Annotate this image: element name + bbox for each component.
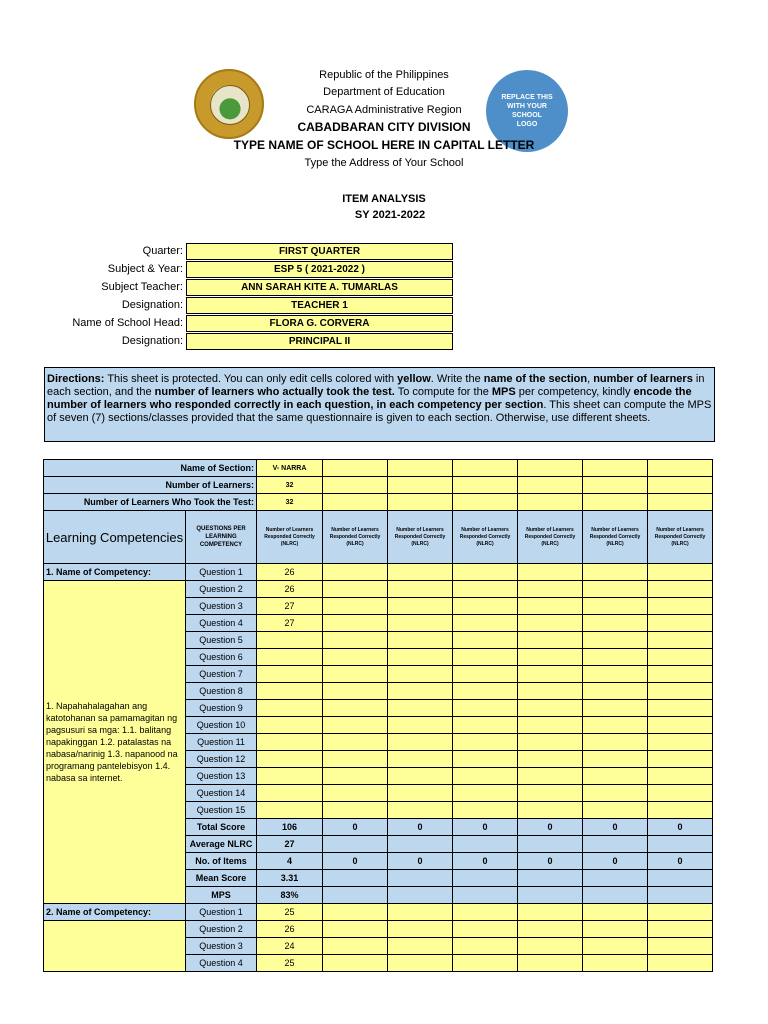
nlrc-input-cell[interactable] (453, 615, 518, 632)
nlrc-input-cell[interactable] (388, 904, 453, 921)
nlrc-input-cell[interactable]: 26 (257, 921, 323, 938)
school-name: TYPE NAME OF SCHOOL HERE IN CAPITAL LETTER (233, 138, 535, 152)
nlrc-input-cell[interactable] (388, 615, 453, 632)
nlrc-input-cell[interactable] (648, 955, 713, 972)
average-nlrc-value (453, 836, 518, 853)
section-name-label: Name of Section: (44, 460, 257, 477)
nlrc-input-cell[interactable] (257, 683, 323, 700)
nlrc-input-cell[interactable] (323, 938, 388, 955)
mean-score-label: Mean Score (186, 870, 257, 887)
nlrc-input-cell[interactable] (518, 581, 583, 598)
quarter-label: Quarter: (142, 245, 183, 257)
nlrc-input-cell[interactable] (257, 785, 323, 802)
nlrc-input-cell[interactable] (583, 666, 648, 683)
head-designation-field[interactable]: PRINCIPAL II (186, 333, 453, 350)
average-nlrc-value (388, 836, 453, 853)
directions-box: Directions: This sheet is protected. You can only edit cells colored with yellow. Write the name of the section, number of learners in each section, and the number of learners who actually took the test. To compute for the MPS per competency, kindly encode the number of learners who responded correctly in each question, in each competency per section. This sheet can compute the MPS of seven (7) sections/classes provided that the same questionnaire is given to each section. Otherwise, use different sheets. (44, 367, 715, 442)
school-head-field[interactable]: FLORA G. CORVERA (186, 315, 453, 332)
mps-value (388, 887, 453, 904)
mean-score-value (648, 870, 713, 887)
nlrc-input-cell[interactable] (257, 717, 323, 734)
nlrc-input-cell[interactable] (453, 632, 518, 649)
nlrc-input-cell[interactable] (648, 734, 713, 751)
nlrc-input-cell[interactable] (518, 921, 583, 938)
nlrc-input-cell[interactable] (388, 632, 453, 649)
no-of-items-value: 0 (583, 853, 648, 870)
question-label: Question 12 (186, 751, 257, 768)
nlrc-input-cell[interactable] (453, 581, 518, 598)
nlrc-input-cell[interactable] (518, 904, 583, 921)
nlrc-input-cell[interactable] (257, 751, 323, 768)
nlrc-input-cell[interactable] (257, 734, 323, 751)
nlrc-input-cell[interactable] (453, 700, 518, 717)
school-address: Type the Address of Your School (304, 157, 464, 169)
nlrc-input-cell[interactable] (388, 700, 453, 717)
nlrc-input-cell[interactable] (648, 717, 713, 734)
mps-value (648, 887, 713, 904)
question-label: Question 7 (186, 666, 257, 683)
question-label: Question 10 (186, 717, 257, 734)
nlrc-input-cell[interactable] (388, 921, 453, 938)
head-designation-label: Designation: (121, 335, 183, 347)
nlrc-input-cell[interactable]: 25 (257, 955, 323, 972)
nlrc-input-cell[interactable] (323, 460, 388, 477)
nlrc-input-cell[interactable] (323, 683, 388, 700)
took-test-input[interactable]: 32 (257, 494, 323, 511)
nlrc-input-cell[interactable] (257, 632, 323, 649)
nlrc-input-cell[interactable] (518, 598, 583, 615)
nlrc-input-cell[interactable] (648, 683, 713, 700)
question-label: Question 4 (186, 615, 257, 632)
nlrc-input-cell[interactable] (323, 615, 388, 632)
nlrc-input-cell[interactable] (323, 734, 388, 751)
no-of-items-value: 4 (257, 853, 323, 870)
nlrc-input-cell[interactable] (648, 615, 713, 632)
nlrc-input-cell[interactable] (453, 802, 518, 819)
nlrc-input-cell[interactable] (518, 717, 583, 734)
nlrc-input-cell[interactable] (583, 751, 648, 768)
no-of-items-value: 0 (518, 853, 583, 870)
nlrc-input-cell[interactable] (323, 477, 388, 494)
nlrc-input-cell[interactable] (323, 494, 388, 511)
nlrc-input-cell[interactable] (583, 460, 648, 477)
questions-per-header: QUESTIONS PER LEARNING COMPETENCY (186, 511, 257, 564)
nlrc-input-cell[interactable] (583, 615, 648, 632)
nlrc-input-cell[interactable] (388, 477, 453, 494)
nlrc-input-cell[interactable] (453, 564, 518, 581)
nlrc-input-cell[interactable] (648, 751, 713, 768)
average-nlrc-value (323, 836, 388, 853)
no-of-items-value: 0 (323, 853, 388, 870)
school-head-label: Name of School Head: (72, 317, 183, 329)
subject-teacher-label: Subject Teacher: (101, 281, 183, 293)
nlrc-input-cell[interactable] (518, 666, 583, 683)
nlrc-input-cell[interactable] (388, 751, 453, 768)
nlrc-input-cell[interactable] (583, 904, 648, 921)
question-label: Question 2 (186, 921, 257, 938)
nlrc-input-cell[interactable] (388, 581, 453, 598)
nlrc-input-cell[interactable] (323, 649, 388, 666)
total-score-value: 106 (257, 819, 323, 836)
nlrc-input-cell[interactable] (323, 717, 388, 734)
subject-teacher-field[interactable]: ANN SARAH KITE A. TUMARLAS (186, 279, 453, 296)
nlrc-input-cell[interactable] (453, 921, 518, 938)
nlrc-input-cell[interactable] (648, 700, 713, 717)
total-score-label: Total Score (186, 819, 257, 836)
nlrc-input-cell[interactable] (583, 938, 648, 955)
nlrc-input-cell[interactable] (323, 802, 388, 819)
nlrc-input-cell[interactable] (388, 802, 453, 819)
nlrc-input-cell[interactable] (518, 683, 583, 700)
table-row (44, 581, 713, 598)
nlrc-header: Number of Learners Responded Correctly (NLRC) (518, 511, 583, 564)
nlrc-input-cell[interactable]: 24 (257, 938, 323, 955)
nlrc-input-cell[interactable] (388, 666, 453, 683)
nlrc-input-cell[interactable] (323, 785, 388, 802)
nlrc-input-cell[interactable] (453, 598, 518, 615)
nlrc-input-cell[interactable] (518, 700, 583, 717)
total-score-value: 0 (648, 819, 713, 836)
question-label: Question 1 (186, 564, 257, 581)
number-of-learners-input[interactable]: 32 (257, 477, 323, 494)
nlrc-input-cell[interactable] (518, 615, 583, 632)
nlrc-input-cell[interactable] (453, 460, 518, 477)
nlrc-input-cell[interactable] (518, 938, 583, 955)
question-label: Question 14 (186, 785, 257, 802)
average-nlrc-label: Average NLRC (186, 836, 257, 853)
mean-score-value (388, 870, 453, 887)
table-row (44, 494, 713, 511)
nlrc-input-cell[interactable] (257, 768, 323, 785)
division-line: CABADBARAN CITY DIVISION (297, 120, 471, 134)
nlrc-input-cell[interactable] (453, 494, 518, 511)
total-score-value: 0 (323, 819, 388, 836)
nlrc-input-cell[interactable] (648, 938, 713, 955)
nlrc-input-cell[interactable] (388, 649, 453, 666)
average-nlrc-value (648, 836, 713, 853)
mps-value (453, 887, 518, 904)
question-label: Question 9 (186, 700, 257, 717)
total-score-value: 0 (518, 819, 583, 836)
nlrc-input-cell[interactable] (388, 734, 453, 751)
nlrc-input-cell[interactable] (257, 700, 323, 717)
question-label: Question 15 (186, 802, 257, 819)
mean-score-value (323, 870, 388, 887)
nlrc-input-cell[interactable] (518, 632, 583, 649)
region-line: CARAGA Administrative Region (306, 104, 462, 116)
mean-score-value (583, 870, 648, 887)
nlrc-input-cell[interactable] (323, 768, 388, 785)
nlrc-input-cell[interactable] (518, 494, 583, 511)
question-label: Question 5 (186, 632, 257, 649)
mps-value (323, 887, 388, 904)
nlrc-input-cell[interactable] (648, 581, 713, 598)
quarter-field[interactable]: FIRST QUARTER (186, 243, 453, 260)
nlrc-input-cell[interactable] (648, 904, 713, 921)
mps-value: 83% (257, 887, 323, 904)
mps-value (583, 887, 648, 904)
nlrc-input-cell[interactable] (518, 955, 583, 972)
nlrc-input-cell[interactable] (583, 734, 648, 751)
nlrc-input-cell[interactable] (518, 460, 583, 477)
nlrc-input-cell[interactable] (453, 734, 518, 751)
no-of-items-label: No. of Items (186, 853, 257, 870)
school-year: SY 2021-2022 (354, 209, 426, 221)
average-nlrc-value (518, 836, 583, 853)
nlrc-input-cell[interactable] (323, 581, 388, 598)
competency-1-description[interactable]: 1. Napahahalagahan ang katotohanan sa pamamagitan ng pagsusuri sa mga: 1.1. balitang napakinggan 1.2. patalastas na nabasa/narinig 1.3. napanood na programang pantelebisyon 1.4. nabasa sa internet. (44, 581, 186, 904)
question-label: Question 13 (186, 768, 257, 785)
nlrc-input-cell[interactable] (648, 768, 713, 785)
nlrc-input-cell[interactable] (583, 564, 648, 581)
nlrc-header: Number of Learners Responded Correctly (NLRC) (453, 511, 518, 564)
nlrc-input-cell[interactable] (453, 717, 518, 734)
nlrc-input-cell[interactable] (518, 785, 583, 802)
nlrc-input-cell[interactable] (388, 785, 453, 802)
nlrc-input-cell[interactable]: 26 (257, 564, 323, 581)
nlrc-input-cell[interactable] (518, 564, 583, 581)
table-row (44, 564, 713, 581)
nlrc-input-cell[interactable] (648, 802, 713, 819)
subject-year-label: Subject & Year: (107, 263, 183, 275)
nlrc-input-cell[interactable] (388, 494, 453, 511)
nlrc-input-cell[interactable] (453, 477, 518, 494)
nlrc-input-cell[interactable] (453, 666, 518, 683)
nlrc-header: Number of Learners Responded Correctly (NLRC) (257, 511, 323, 564)
competency-1-label: 1. Name of Competency: (44, 564, 186, 581)
nlrc-input-cell[interactable] (323, 632, 388, 649)
no-of-items-value: 0 (388, 853, 453, 870)
question-label: Question 3 (186, 938, 257, 955)
nlrc-input-cell[interactable] (323, 904, 388, 921)
mean-score-value: 3.31 (257, 870, 323, 887)
nlrc-input-cell[interactable] (648, 921, 713, 938)
nlrc-input-cell[interactable] (323, 666, 388, 683)
question-label: Question 2 (186, 581, 257, 598)
nlrc-input-cell[interactable] (648, 632, 713, 649)
nlrc-input-cell[interactable] (323, 700, 388, 717)
nlrc-input-cell[interactable] (518, 649, 583, 666)
nlrc-input-cell[interactable] (388, 683, 453, 700)
nlrc-input-cell[interactable] (583, 768, 648, 785)
nlrc-input-cell[interactable]: 26 (257, 581, 323, 598)
nlrc-input-cell[interactable] (323, 598, 388, 615)
question-label: Question 3 (186, 598, 257, 615)
table-row (44, 904, 713, 921)
nlrc-input-cell[interactable] (257, 802, 323, 819)
nlrc-header: Number of Learners Responded Correctly (NLRC) (323, 511, 388, 564)
nlrc-input-cell[interactable] (453, 649, 518, 666)
republic-line: Republic of the Philippines (319, 69, 449, 81)
nlrc-input-cell[interactable] (648, 477, 713, 494)
total-score-value: 0 (453, 819, 518, 836)
nlrc-input-cell[interactable] (453, 785, 518, 802)
nlrc-input-cell[interactable] (388, 460, 453, 477)
nlrc-input-cell[interactable] (388, 938, 453, 955)
nlrc-input-cell[interactable] (648, 785, 713, 802)
nlrc-input-cell[interactable] (388, 564, 453, 581)
nlrc-input-cell[interactable]: 27 (257, 615, 323, 632)
number-of-learners-label: Number of Learners: (44, 477, 257, 494)
no-of-items-value: 0 (648, 853, 713, 870)
nlrc-input-cell[interactable] (583, 700, 648, 717)
nlrc-input-cell[interactable] (323, 751, 388, 768)
table-row (44, 921, 713, 938)
item-analysis-grid (43, 459, 713, 972)
nlrc-input-cell[interactable] (583, 649, 648, 666)
question-label: Question 6 (186, 649, 257, 666)
nlrc-input-cell[interactable] (453, 768, 518, 785)
nlrc-input-cell[interactable] (583, 802, 648, 819)
took-test-label: Number of Learners Who Took the Test: (44, 494, 257, 511)
table-row (44, 477, 713, 494)
nlrc-input-cell[interactable] (388, 598, 453, 615)
nlrc-input-cell[interactable] (518, 751, 583, 768)
nlrc-input-cell[interactable] (388, 955, 453, 972)
nlrc-input-cell[interactable] (583, 598, 648, 615)
question-label: Question 4 (186, 955, 257, 972)
nlrc-input-cell[interactable] (648, 564, 713, 581)
nlrc-input-cell[interactable] (453, 904, 518, 921)
teacher-designation-label: Designation: (121, 299, 183, 311)
page-title: ITEM ANALYSIS (342, 193, 426, 205)
mean-score-value (453, 870, 518, 887)
nlrc-input-cell[interactable] (648, 649, 713, 666)
nlrc-input-cell[interactable] (323, 564, 388, 581)
nlrc-input-cell[interactable]: 27 (257, 598, 323, 615)
nlrc-header: Number of Learners Responded Correctly (NLRC) (583, 511, 648, 564)
competency-2-label: 2. Name of Competency: (44, 904, 186, 921)
nlrc-input-cell[interactable] (648, 494, 713, 511)
nlrc-input-cell[interactable] (583, 921, 648, 938)
total-score-value: 0 (583, 819, 648, 836)
teacher-designation-field[interactable]: TEACHER 1 (186, 297, 453, 314)
nlrc-input-cell[interactable] (648, 460, 713, 477)
nlrc-header: Number of Learners Responded Correctly (NLRC) (648, 511, 713, 564)
nlrc-input-cell[interactable] (453, 683, 518, 700)
nlrc-input-cell[interactable] (453, 938, 518, 955)
nlrc-input-cell[interactable] (583, 494, 648, 511)
department-line: Department of Education (323, 86, 445, 98)
subject-year-field[interactable]: ESP 5 ( 2021-2022 ) (186, 261, 453, 278)
question-label: Question 8 (186, 683, 257, 700)
nlrc-input-cell[interactable] (583, 581, 648, 598)
nlrc-header: Number of Learners Responded Correctly (NLRC) (388, 511, 453, 564)
nlrc-input-cell[interactable] (453, 955, 518, 972)
nlrc-input-cell[interactable] (518, 768, 583, 785)
question-label: Question 11 (186, 734, 257, 751)
average-nlrc-value (583, 836, 648, 853)
mps-label: MPS (186, 887, 257, 904)
nlrc-input-cell[interactable] (583, 785, 648, 802)
section-name-input[interactable]: V- NARRA (257, 460, 323, 477)
mps-value (518, 887, 583, 904)
nlrc-input-cell[interactable] (323, 955, 388, 972)
nlrc-input-cell[interactable] (323, 921, 388, 938)
nlrc-input-cell[interactable] (388, 768, 453, 785)
nlrc-input-cell[interactable] (648, 598, 713, 615)
nlrc-input-cell[interactable] (583, 632, 648, 649)
nlrc-input-cell[interactable]: 25 (257, 904, 323, 921)
nlrc-input-cell[interactable] (583, 683, 648, 700)
no-of-items-value: 0 (453, 853, 518, 870)
average-nlrc-value: 27 (257, 836, 323, 853)
nlrc-input-cell[interactable] (518, 477, 583, 494)
nlrc-input-cell[interactable] (453, 751, 518, 768)
nlrc-input-cell[interactable] (518, 802, 583, 819)
competency-2-description[interactable] (44, 921, 186, 972)
nlrc-input-cell[interactable] (648, 666, 713, 683)
total-score-value: 0 (388, 819, 453, 836)
school-logo-placeholder: REPLACE THIS WITH YOUR SCHOOL LOGO (486, 70, 568, 152)
nlrc-input-cell[interactable] (257, 649, 323, 666)
table-row (44, 460, 713, 477)
table-row (44, 511, 713, 564)
nlrc-input-cell[interactable] (257, 666, 323, 683)
nlrc-input-cell[interactable] (518, 734, 583, 751)
mean-score-value (518, 870, 583, 887)
learning-competencies-header: Learning Competencies (44, 511, 186, 564)
nlrc-input-cell[interactable] (583, 955, 648, 972)
question-label: Question 1 (186, 904, 257, 921)
nlrc-input-cell[interactable] (388, 717, 453, 734)
nlrc-input-cell[interactable] (583, 717, 648, 734)
nlrc-input-cell[interactable] (583, 477, 648, 494)
